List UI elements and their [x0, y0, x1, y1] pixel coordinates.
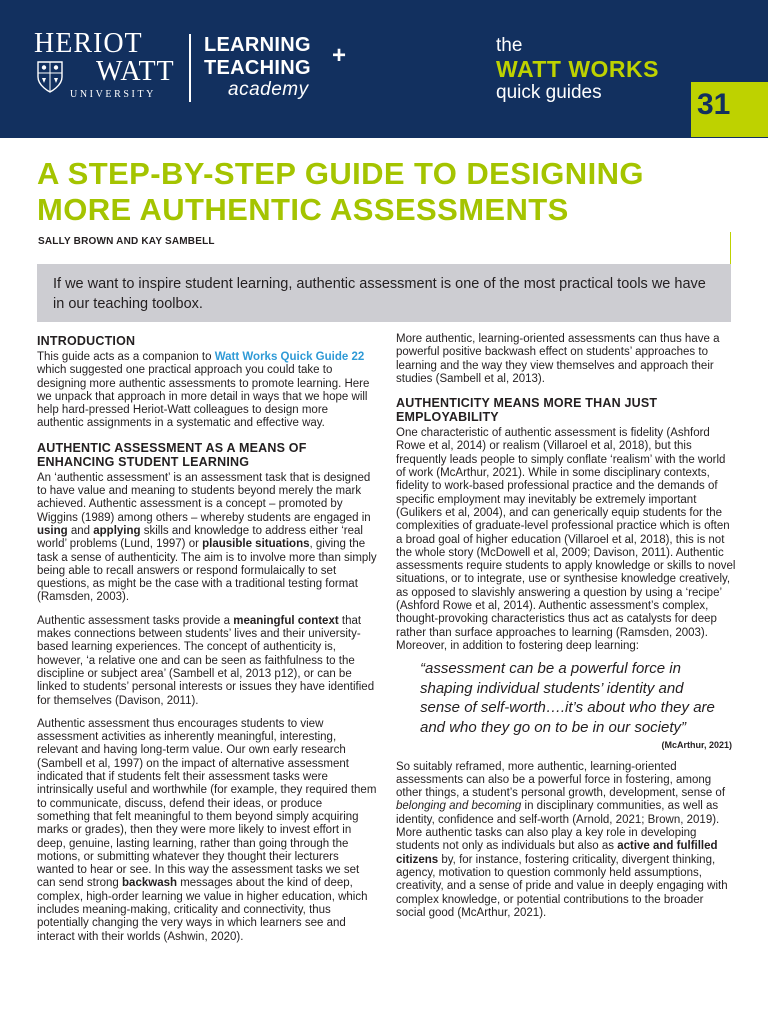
- right-column: [396, 333, 736, 930]
- paragraph: [37, 615, 377, 708]
- bold-text: using: [37, 524, 68, 537]
- text: , giving the task a sense of authenticity. The aim is to involve more than simply being able to recall answers or respond formulaically to set questions, as might be the case with a traditional testing format (Ramsden, 2003).: [37, 538, 377, 604]
- text: This guide acts as a companion to: [37, 351, 215, 363]
- text: and: [67, 524, 94, 537]
- heriot-watt-logo: [34, 30, 179, 102]
- ww-the: the: [496, 35, 523, 56]
- text: in disciplinary communities, as well as identity, confidence and self-worth (Arnold, 2021; Brown, 2019). More authentic tasks can also play a key role in developing students not only as individuals but also as: [396, 800, 720, 853]
- heading-introduction: INTRODUCTION: [37, 334, 136, 348]
- italic-text: belonging and becoming: [396, 800, 522, 813]
- quote-source: (McArthur, 2021): [661, 740, 732, 751]
- left-column: [37, 334, 377, 954]
- bold-text: meaningful context: [233, 614, 339, 627]
- lta-logo: [204, 34, 347, 100]
- text: So suitably reframed, more authentic, learning-oriented assessments can also be a powerful force in fostering, among other things, a student’s personal growth, development, sense of: [396, 760, 726, 800]
- heading-authenticity: AUTHENTICITY MEANS MORE THAN JUST EMPLOYABILITY: [396, 396, 658, 425]
- text: Authentic assessment thus encourages students to view assessment activities as inherently meaningful, interesting, relevant and having long-term value. Our own early research (Sambell et al, 1997) on the impact of alternative assessment indicated that if students felt their assessment tasks were intrinsically useful and worthwhile (for example, they required them to communicate, discuss, defend their ideas, or produce something that felt meaningful to them beyond simply acquiring marks or grades), then they were more likely to invest effort in deep, genuine, lasting learning, rather than going through the motions, or submitting whatever they thought their lecturers wanted to hear or see. In this way the assessment tasks we set can send strong: [37, 717, 377, 890]
- paragraph: [37, 351, 377, 431]
- pull-quote: “assessment can be a powerful force in shaping individual students’ identity and sense of self-worth….it’s about who they are and who they go on to be in our society”: [420, 660, 715, 736]
- plus-icon: +: [332, 42, 347, 69]
- bold-text: applying: [93, 524, 141, 537]
- header-banner: [0, 0, 768, 138]
- paragraph: [37, 472, 377, 605]
- bold-text: plausible situations: [202, 538, 310, 551]
- text: that makes connections between students’ lives and their university-based learning experiences. The concept of authenticity is, however, ‘a relative one and can be seen as faithfulness to the discipline or subject area’ (Sambell et al, 2013 p12), or can be linked to students’ personal interests or issues they have identified for themselves (Davison, 2011).: [37, 614, 375, 707]
- watt-works-22-link[interactable]: Watt Works Quick Guide 22: [214, 351, 365, 363]
- watt-works-logo: [496, 36, 659, 104]
- authors: SALLY BROWN AND KAY SAMBELL: [38, 236, 215, 247]
- lta-academy: academy: [228, 79, 309, 100]
- text: skills and knowledge to address either ‘real world’ problems (Lund, 1997) or: [37, 524, 363, 551]
- text: Authentic assessment tasks provide a: [37, 614, 234, 627]
- logo-word-watt: WATT: [96, 56, 175, 87]
- paragraph: [37, 718, 377, 944]
- issue-badge: [691, 82, 768, 137]
- page-title: A STEP-BY-STEP GUIDE TO DESIGNING MORE AUTHENTIC ASSESSMENTS: [37, 156, 644, 227]
- logo-word-university: UNIVERSITY: [70, 89, 156, 100]
- lta-learning: LEARNING: [204, 34, 311, 56]
- ww-main: WATT WORKS: [496, 56, 659, 82]
- issue-number: 31: [697, 88, 731, 121]
- accent-line: [730, 232, 731, 266]
- lta-teaching: TEACHING: [204, 57, 311, 79]
- text: messages about the kind of deep, complex, high-order learning we value in higher education, which includes meaning-making, criticality and connectivity, thus potentially changing the very ways in which learners see and interact with their worlds (Ashwin, 2020).: [37, 877, 368, 943]
- intro-callout: If we want to inspire student learning, authentic assessment is one of the most practical tools we have in our teaching toolbox.: [37, 264, 731, 322]
- text: An ‘authentic assessment’ is an assessment task that is designed to have value and meaning to students beyond merely the mark achieved. Authentic assessment is a concept – promoted by Wiggins (1989) among others – whereby students are engaged in: [37, 471, 371, 524]
- paragraph: More authentic, learning-oriented assessments can thus have a powerful positive backwash effect on students’ approaches to learning and the way they view themselves and approach their studies (Sambell et al, 2013).: [396, 333, 720, 385]
- crest-icon: [37, 61, 63, 93]
- paragraph: One characteristic of authentic assessment is fidelity (Ashford Rowe et al, 2014) or realism (Villaroel et al, 2018), but this frequently leads people to simply conflate ‘realism’ with the world of work (McArthur, 2021). While in some disciplinary contexts, fidelity to work-based professional practice and the demands of specific employment may inevitably be extremely important (Gulikers et al, 2004), and can generically equip students for the complexities of graduate-level professional practice which is often a broad goal of higher education (Villaroel et al, 2018), this is not the whole story (McDowell et al, 2009; Davison, 2011). Authentic assessments require students to apply knowledge or skills to novel situations, or to integrate, use or synthesise knowledge creatively, as opposed to slavishly answering a question by using a ‘recipe’ (Ashford Rowe et al, 2014). Authentic assessment’s complex, thought-provoking characteristics thus act as catalysts for deep rather than surface approaches to learning (Ramsden, 2003). Moreover, in addition to fostering deep learning:: [396, 427, 736, 652]
- text: by, for instance, fostering criticality, divergent thinking, agency, motivation to question commonly held assumptions, creativity, and a sense of pride and value in deeply engaging with complex knowledge, or potential contributions to the broader social good (McArthur, 2021).: [396, 853, 728, 919]
- paragraph: [396, 761, 736, 921]
- heading-means: AUTHENTIC ASSESSMENT AS A MEANS OF ENHANCING STUDENT LEARNING: [37, 440, 307, 469]
- ww-sub: quick guides: [496, 82, 602, 103]
- logo-word-heriot: HERIOT: [34, 28, 143, 59]
- bold-text: backwash: [122, 877, 178, 890]
- text: which suggested one practical approach you could take to designing more authentic assessments to promote learning. Here we unpack that approach in more detail in ways that we hope will help hard-pressed Heriot-Watt colleagues to design more authentic assignments in a systematic and effective way.: [37, 364, 370, 430]
- header-divider: [189, 34, 191, 102]
- bold-text: active and fulfilled citizens: [396, 840, 718, 866]
